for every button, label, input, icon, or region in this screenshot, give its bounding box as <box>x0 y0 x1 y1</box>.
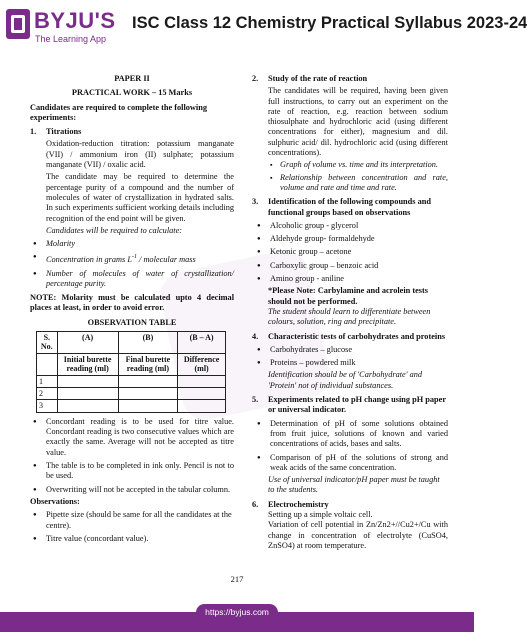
list-item: ● The table is to be completed in ink only. Pencil is not to be used. <box>30 461 234 482</box>
table-header: (A) <box>57 332 118 354</box>
table-subheader: Difference (ml) <box>178 353 226 375</box>
section-electrochemistry-heading: 6. Electrochemistry <box>252 499 329 509</box>
practical-heading: PRACTICAL WORK – 15 Marks <box>71 88 193 98</box>
list-item: ▪ Graph of volume vs. time and its interpretation. <box>268 160 448 170</box>
left-column <box>30 74 234 544</box>
table-header: (B) <box>118 332 178 354</box>
list-item: ● Molarity <box>30 239 234 249</box>
calculation-list <box>30 239 234 289</box>
ph-remark: Use of universal indicator/pH paper must be taught to the students. <box>268 475 440 495</box>
section-titrations-heading: 1. Titrations <box>30 127 82 137</box>
table-subheader <box>37 353 58 375</box>
electrochemistry-paragraph-2: Variation of cell potential in Zn/Zn2+//Cu2+/Cu with change in concentration of electrolyte (CuSO4, ZnSO4) at room temperature. <box>268 520 448 550</box>
list-item: ● Carboxylic group – benzoic acid <box>254 261 448 271</box>
carbohydrate-remark: Identification should be of 'Carbohydrate' and 'Protein' not of individual substances. <box>268 370 423 390</box>
list-item: ● Titre value (concordant value). <box>30 534 234 544</box>
list-item: ● Proteins – powdered milk <box>254 358 448 368</box>
list-item: ● Ketonic group – acetone <box>254 247 448 257</box>
list-item: ● Concentration in grams $L^{-1}$ / molecular mass <box>30 252 234 265</box>
list-item: ▪ Relationship between concentration and rate, volume and rate and time and rate. <box>268 173 448 194</box>
carbylamine-note: *Please Note: Carbylamine and acrolein tests should not be performed. <box>268 286 428 306</box>
list-item: ● Overwriting will not be accepted in the tabular column. <box>30 485 234 495</box>
table-row: 3 <box>37 400 226 412</box>
observation-table-title: OBSERVATION TABLE <box>87 317 177 327</box>
page-header <box>0 0 527 64</box>
list-item: ● Alcoholic group - glycerol <box>254 221 448 231</box>
table-row: 2 <box>37 388 226 400</box>
titration-paragraph-3: Candidates will be required to calculate: <box>46 225 183 235</box>
titration-paragraph-1: Oxidation-reduction titration: potassium manganate (VII) / ammonium iron (II) sulphate; potassium manganate (VII) / oxalic acid. <box>46 139 234 170</box>
paper-heading: PAPER II <box>114 74 150 83</box>
list-item: ● Pipette size (should be same for all the candidates at the centre). <box>30 510 234 531</box>
page-number: 217 <box>230 574 244 584</box>
section-carbohydrates-heading: 4. Characteristic tests of carbohydrates and proteins <box>252 331 446 341</box>
footer-link[interactable]: https://byjus.com <box>196 604 278 621</box>
page-footer <box>0 600 474 632</box>
section-identification-heading: 3. Identification of the following compounds and functional groups based on observations <box>252 197 431 217</box>
logo-tagline: The Learning App <box>35 34 107 44</box>
list-item: ● Number of molecules of water of crystallization/ percentage purity. <box>30 269 234 290</box>
byjus-logo-icon <box>6 9 30 39</box>
rate-paragraph: The candidates will be required, having been given full instructions, to carry out an experiment on the rate of reaction, e.g. reaction between sodium thiosulphate and hydrochloric acid (using different concentrations for either), magnesium and dil. sulphuric acid/ dil. hydrochloric acid (using different concentrations). <box>268 86 448 158</box>
identification-remark: The student should learn to differentiate between colours, solution, ring and precipitate. <box>268 306 431 327</box>
observation-table <box>36 331 226 413</box>
section-rate-heading: 2. Study of the rate of reaction <box>252 74 368 83</box>
list-item: ● Determination of pH of some solutions obtained from fruit juice, solutions of known and varied concentrations of acids, bases and salts. <box>254 419 448 450</box>
observations-heading: Observations: <box>30 496 80 506</box>
logo-text: BYJU'S <box>34 8 116 33</box>
electrochemistry-paragraph-1: Setting up a simple voltaic cell. <box>268 509 373 519</box>
table-subheader: Initial burette reading (ml) <box>57 353 118 375</box>
list-item: ● Carbohydrates – glucose <box>254 345 448 355</box>
titration-paragraph-2: The candidate may be required to determine the percentage purity of a compound and the number of molecules of water of crystallization in hydrated salts. In such experiments sufficient working details including recognition of the end point will be given. <box>46 172 234 223</box>
intro-text: Candidates are required to complete the following experiments: <box>30 102 207 122</box>
table-header: (B – A) <box>178 332 226 354</box>
table-subheader: Final burette reading (ml) <box>118 353 178 375</box>
list-item: ● Amino group - aniline <box>254 274 448 284</box>
list-item: ● Comparison of pH of the solutions of strong and weak acids of the same concentration. <box>254 453 448 474</box>
table-row: 1 <box>37 375 226 387</box>
observations-list <box>30 510 234 544</box>
titration-rules-list <box>30 417 234 495</box>
table-header: S. No. <box>37 332 58 354</box>
molarity-note: NOTE: Molarity must be calculated upto 4 decimal places at least, in order to avoid error. <box>30 293 234 313</box>
section-ph-heading: 5. Experiments related to pH change using pH paper or universal indicator. <box>252 395 446 415</box>
list-item: ● Concordant reading is to be used for titre value. Concordant reading is two consecutive values which are exactly the same. Average will not be accepted as titre value. <box>30 417 234 458</box>
list-item: ● Aldehyde group- formaldehyde <box>254 234 448 244</box>
right-column <box>252 74 448 551</box>
document-title: ISC Class 12 Chemistry Practical Syllabus 2023-24 <box>132 14 527 32</box>
